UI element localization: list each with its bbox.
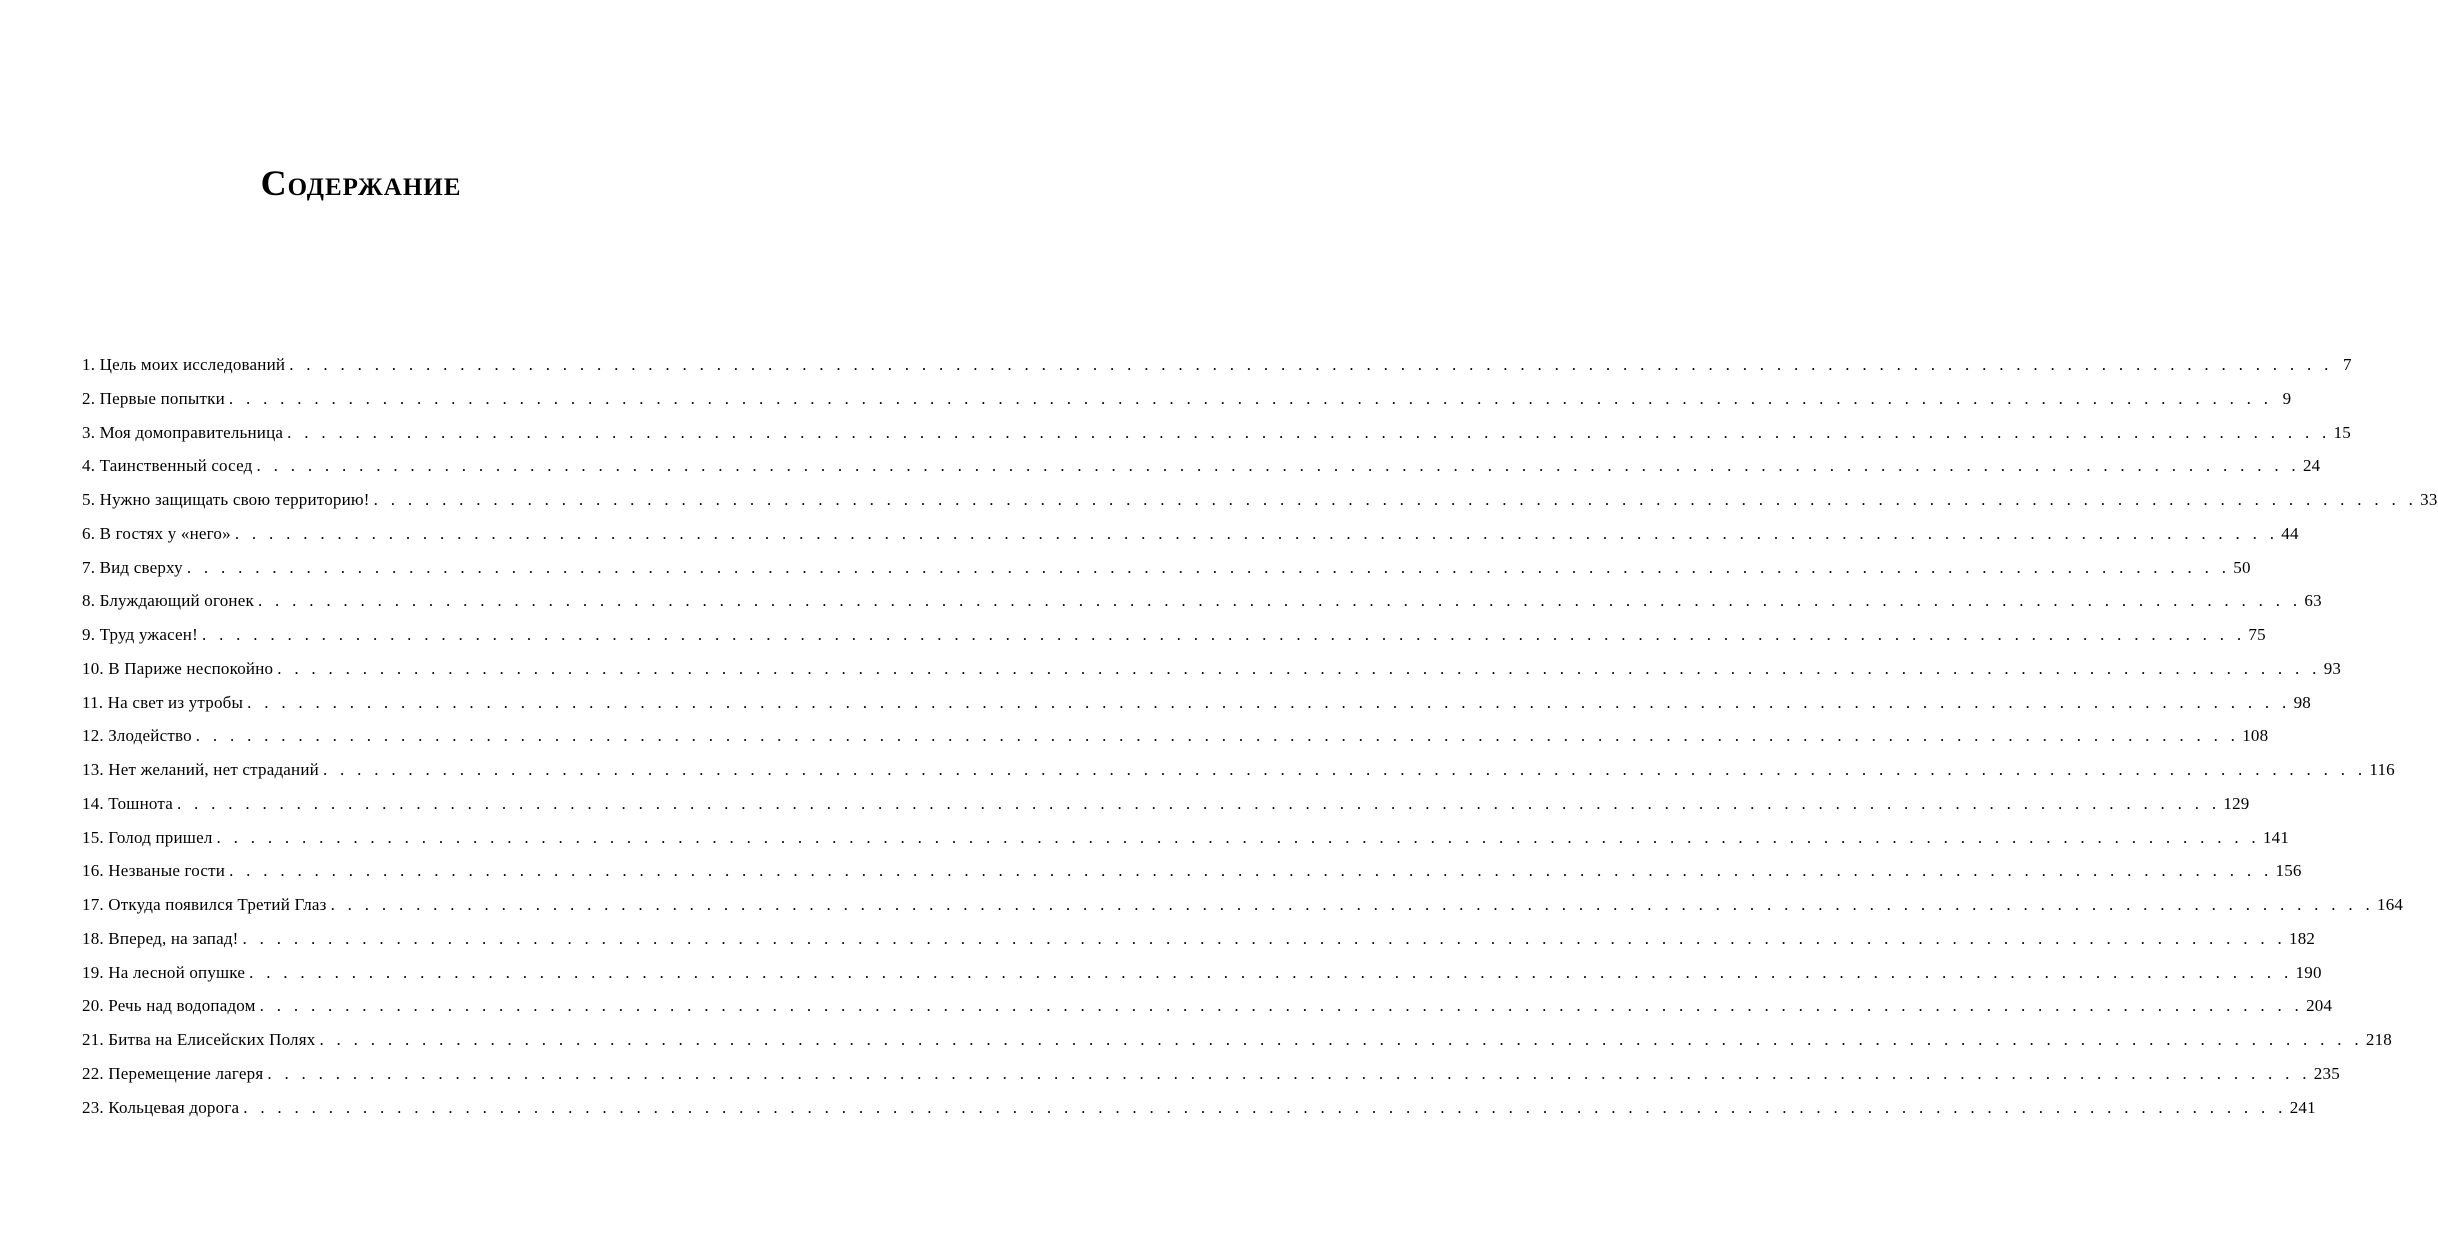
toc-entry[interactable]	[82, 1091, 2316, 1125]
dot-leader: . . . . . . . . . . . . . . . . . . . . . . . . . . . . . . . . . . . . . . . . . . . . . . . . . . . . . . . . . . . . . . . . . . . . . . . . . . . . . . . . . . . . . . . . . . . . . . . . . . . . . . . . . . . . . . . . . . . . . . . .	[249, 962, 2293, 982]
toc-entry-page: 75	[2248, 625, 2266, 644]
toc-entry-title: 20. Речь над водопадом	[82, 996, 256, 1016]
toc-entry[interactable]	[82, 922, 2316, 956]
toc-entry-page: 15	[2333, 422, 2351, 442]
toc-entry-page: 235	[2313, 1063, 2340, 1083]
toc-entry-title: 11. На свет из утробы	[82, 692, 244, 712]
toc-entry-title: 3. Моя домоправительница	[82, 422, 284, 442]
dot-leader: . . . . . . . . . . . . . . . . . . . . . . . . . . . . . . . . . . . . . . . . . . . . . . . . . . . . . . . . . . . . . . . . . . . . . . . . . . . . . . . . . . . . . . . . . . . . . . . . . . . . . . . . . . . . . . . . . . . . . . . .	[330, 895, 2375, 914]
toc-entry-title: 15. Голод пришел	[82, 827, 213, 847]
dot-leader: . . . . . . . . . . . . . . . . . . . . . . . . . . . . . . . . . . . . . . . . . . . . . . . . . . . . . . . . . . . . . . . . . . . . . . . . . . . . . . . . . . . . . . . . . . . . . . . . . . . . . . . . . . . . . . . . . . . . . . . .	[228, 388, 2273, 408]
toc-entry-page: 63	[2304, 591, 2322, 611]
toc-entry-title: 14. Тошнота	[82, 793, 173, 813]
toc-entry-page: 7	[2342, 355, 2352, 374]
toc-entry-title: 18. Вперед, на запад!	[82, 928, 239, 948]
toc-entry-title: 2. Первые попытки	[82, 388, 225, 408]
dot-leader: . . . . . . . . . . . . . . . . . . . . . . . . . . . . . . . . . . . . . . . . . . . . . . . . . . . . . . . . . . . . . . . . . . . . . . . . . . . . . . . . . . . . . . . . . . . . . . . . . . . . . . . . . . . . . . . . . . . . . . . .	[234, 523, 2279, 543]
toc-entry-page: 24	[2302, 456, 2321, 476]
toc-entry[interactable]	[82, 821, 2290, 855]
toc-entry-title: 7. Вид сверху	[82, 557, 183, 577]
dot-leader: . . . . . . . . . . . . . . . . . . . . . . . . . . . . . . . . . . . . . . . . . . . . . . . . . . . . . . . . . . . . . . . . . . . . . . . . . . . . . . . . . . . . . . . . . . . . . . . . . . . . . . . . . . . . . . . . . . . . . . . .	[322, 760, 2367, 779]
toc-entry-title: 9. Труд ужасен!	[82, 625, 198, 644]
toc-entry-title: 13. Нет желаний, нет страданий	[82, 760, 319, 779]
dot-leader: . . . . . . . . . . . . . . . . . . . . . . . . . . . . . . . . . . . . . . . . . . . . . . . . . . . . . . . . . . . . . . . . . . . . . . . . . . . . . . . . . . . . . . . . . . . . . . . . . . . . . . . . . . . . . . . . . . . . . . . .	[186, 557, 2231, 577]
toc-entry-title: 5. Нужно защищать свою территорию!	[82, 490, 370, 509]
dot-leader: . . . . . . . . . . . . . . . . . . . . . . . . . . . . . . . . . . . . . . . . . . . . . . . . . . . . . . . . . . . . . . . . . . . . . . . . . . . . . . . . . . . . . . . . . . . . . . . . . . . . . . . . . . . . . . . . . . . . . . . .	[267, 1063, 2311, 1083]
dot-leader: . . . . . . . . . . . . . . . . . . . . . . . . . . . . . . . . . . . . . . . . . . . . . . . . . . . . . . . . . . . . . . . . . . . . . . . . . . . . . . . . . . . . . . . . . . . . . . . . . . . . . . . . . . . . . . . . . . . . . . . .	[373, 490, 2418, 509]
toc-entry[interactable]	[82, 483, 2438, 517]
toc-entry-title: 21. Битва на Елисейских Полях	[82, 1030, 316, 1049]
toc-entry[interactable]	[82, 787, 2250, 821]
dot-leader: . . . . . . . . . . . . . . . . . . . . . . . . . . . . . . . . . . . . . . . . . . . . . . . . . . . . . . . . . . . . . . . . . . . . . . . . . . . . . . . . . . . . . . . . . . . . . . . . . . . . . . . . . . . . . . . . . . . . . . . .	[243, 1097, 2287, 1117]
toc-entry-page: 241	[2289, 1097, 2316, 1117]
dot-leader: . . . . . . . . . . . . . . . . . . . . . . . . . . . . . . . . . . . . . . . . . . . . . . . . . . . . . . . . . . . . . . . . . . . . . . . . . . . . . . . . . . . . . . . . . . . . . . . . . . . . . . . . . . . . . . . . . . . . . . . .	[257, 591, 2302, 611]
toc-entry[interactable]	[82, 551, 2251, 585]
page-title: Содержание	[260, 163, 462, 204]
dot-leader: . . . . . . . . . . . . . . . . . . . . . . . . . . . . . . . . . . . . . . . . . . . . . . . . . . . . . . . . . . . . . . . . . . . . . . . . . . . . . . . . . . . . . . . . . . . . . . . . . . . . . . . . . . . . . . . . . . . . . . . .	[247, 692, 2291, 712]
toc-entry-title: 16. Незваные гости	[82, 861, 226, 881]
dot-leader: . . . . . . . . . . . . . . . . . . . . . . . . . . . . . . . . . . . . . . . . . . . . . . . . . . . . . . . . . . . . . . . . . . . . . . . . . . . . . . . . . . . . . . . . . . . . . . . . . . . . . . . . . . . . . . . . . . . . . . . .	[201, 625, 2246, 644]
dot-leader: . . . . . . . . . . . . . . . . . . . . . . . . . . . . . . . . . . . . . . . . . . . . . . . . . . . . . . . . . . . . . . . . . . . . . . . . . . . . . . . . . . . . . . . . . . . . . . . . . . . . . . . . . . . . . . . . . . . . . . . .	[195, 726, 2240, 746]
dot-leader: . . . . . . . . . . . . . . . . . . . . . . . . . . . . . . . . . . . . . . . . . . . . . . . . . . . . . . . . . . . . . . . . . . . . . . . . . . . . . . . . . . . . . . . . . . . . . . . . . . . . . . . . . . . . . . . . . . . . . . . .	[242, 928, 2286, 948]
toc-entry[interactable]	[82, 652, 2342, 686]
toc-entry-page: 44	[2281, 523, 2299, 543]
dot-leader: . . . . . . . . . . . . . . . . . . . . . . . . . . . . . . . . . . . . . . . . . . . . . . . . . . . . . . . . . . . . . . . . . . . . . . . . . . . . . . . . . . . . . . . . . . . . . . . . . . . . . . . . . . . . . . . . . . . . . . . .	[259, 996, 2304, 1016]
toc-entry-title: 17. Откуда появился Третий Глаз	[82, 895, 327, 914]
dot-leader: . . . . . . . . . . . . . . . . . . . . . . . . . . . . . . . . . . . . . . . . . . . . . . . . . . . . . . . . . . . . . . . . . . . . . . . . . . . . . . . . . . . . . . . . . . . . . . . . . . . . . . . . . . . . . . . . . . . . . . . .	[229, 861, 2273, 881]
toc-entry-page: 108	[2242, 726, 2269, 746]
toc-entry-title: 8. Блуждающий огонек	[82, 591, 254, 611]
toc-entry-page: 129	[2223, 793, 2250, 813]
toc-entry[interactable]	[82, 719, 2269, 753]
toc-entry-title: 1. Цель моих исследований	[82, 355, 286, 374]
toc-entry-page: 9	[2282, 388, 2292, 408]
toc-entry-page: 164	[2377, 895, 2404, 914]
toc-entry-title: 10. В Париже неспокойно	[82, 658, 274, 678]
toc-entry-page: 93	[2323, 658, 2342, 678]
toc-entry-page: 182	[2289, 928, 2316, 948]
toc-entry[interactable]	[82, 989, 2333, 1023]
dot-leader: . . . . . . . . . . . . . . . . . . . . . . . . . . . . . . . . . . . . . . . . . . . . . . . . . . . . . . . . . . . . . . . . . . . . . . . . . . . . . . . . . . . . . . . . . . . . . . . . . . . . . . . . . . . . . . . . . . . . . . . .	[319, 1030, 2363, 1049]
toc-entry[interactable]	[82, 753, 2395, 787]
toc-entry-page: 50	[2233, 557, 2251, 577]
toc-entry-title: 22. Перемещение лагеря	[82, 1063, 264, 1083]
toc-entry-title: 4. Таинственный сосед	[82, 456, 253, 476]
toc-entry-page: 190	[2295, 962, 2322, 982]
toc-entry-title: 19. На лесной опушке	[82, 962, 246, 982]
toc-entry-page: 141	[2262, 827, 2290, 847]
toc-entry[interactable]	[82, 854, 2302, 888]
toc-entry[interactable]	[82, 449, 2321, 483]
toc-entry-title: 12. Злодейство	[82, 726, 192, 746]
toc-entry[interactable]	[82, 1023, 2393, 1057]
toc-entry-page: 218	[2365, 1030, 2393, 1049]
dot-leader: . . . . . . . . . . . . . . . . . . . . . . . . . . . . . . . . . . . . . . . . . . . . . . . . . . . . . . . . . . . . . . . . . . . . . . . . . . . . . . . . . . . . . . . . . . . . . . . . . . . . . . . . . . . . . . . . . . . . . . . .	[287, 422, 2331, 442]
toc-entry[interactable]	[82, 382, 2292, 416]
toc-entry[interactable]	[82, 888, 2404, 922]
dot-leader: . . . . . . . . . . . . . . . . . . . . . . . . . . . . . . . . . . . . . . . . . . . . . . . . . . . . . . . . . . . . . . . . . . . . . . . . . . . . . . . . . . . . . . . . . . . . . . . . . . . . . . . . . . . . . . . . . . . . . . . .	[216, 827, 2260, 847]
dot-leader: . . . . . . . . . . . . . . . . . . . . . . . . . . . . . . . . . . . . . . . . . . . . . . . . . . . . . . . . . . . . . . . . . . . . . . . . . . . . . . . . . . . . . . . . . . . . . . . . . . . . . . . . . . . . . . . . . . . . . . . .	[256, 456, 2300, 476]
dot-leader: . . . . . . . . . . . . . . . . . . . . . . . . . . . . . . . . . . . . . . . . . . . . . . . . . . . . . . . . . . . . . . . . . . . . . . . . . . . . . . . . . . . . . . . . . . . . . . . . . . . . . . . . . . . . . . . . . . . . . . . .	[289, 355, 2333, 374]
dot-leader: . . . . . . . . . . . . . . . . . . . . . . . . . . . . . . . . . . . . . . . . . . . . . . . . . . . . . . . . . . . . . . . . . . . . . . . . . . . . . . . . . . . . . . . . . . . . . . . . . . . . . . . . . . . . . . . . . . . . . . . .	[176, 793, 2221, 813]
toc-entry-page: 98	[2293, 692, 2311, 712]
toc-entry[interactable]	[82, 1057, 2340, 1091]
toc-entry[interactable]	[82, 956, 2322, 990]
toc-entry[interactable]	[82, 584, 2322, 618]
table-of-contents	[82, 348, 2438, 1124]
toc-entry-page: 116	[2369, 760, 2395, 779]
toc-entry-title: 6. В гостях у «него»	[82, 523, 231, 543]
toc-entry[interactable]	[82, 686, 2311, 720]
toc-entry[interactable]	[82, 416, 2351, 450]
toc-entry[interactable]	[82, 517, 2299, 551]
toc-entry-page: 204	[2306, 996, 2333, 1016]
toc-entry[interactable]	[82, 618, 2266, 652]
dot-leader: . . . . . . . . . . . . . . . . . . . . . . . . . . . . . . . . . . . . . . . . . . . . . . . . . . . . . . . . . . . . . . . . . . . . . . . . . . . . . . . . . . . . . . . . . . . . . . . . . . . . . . . . . . . . . . . . . . . . . . . .	[277, 658, 2321, 678]
toc-entry-page: 156	[2275, 861, 2302, 881]
toc-entry[interactable]	[82, 348, 2352, 382]
toc-entry-page: 33	[2420, 490, 2438, 509]
toc-entry-title: 23. Кольцевая дорога	[82, 1097, 240, 1117]
